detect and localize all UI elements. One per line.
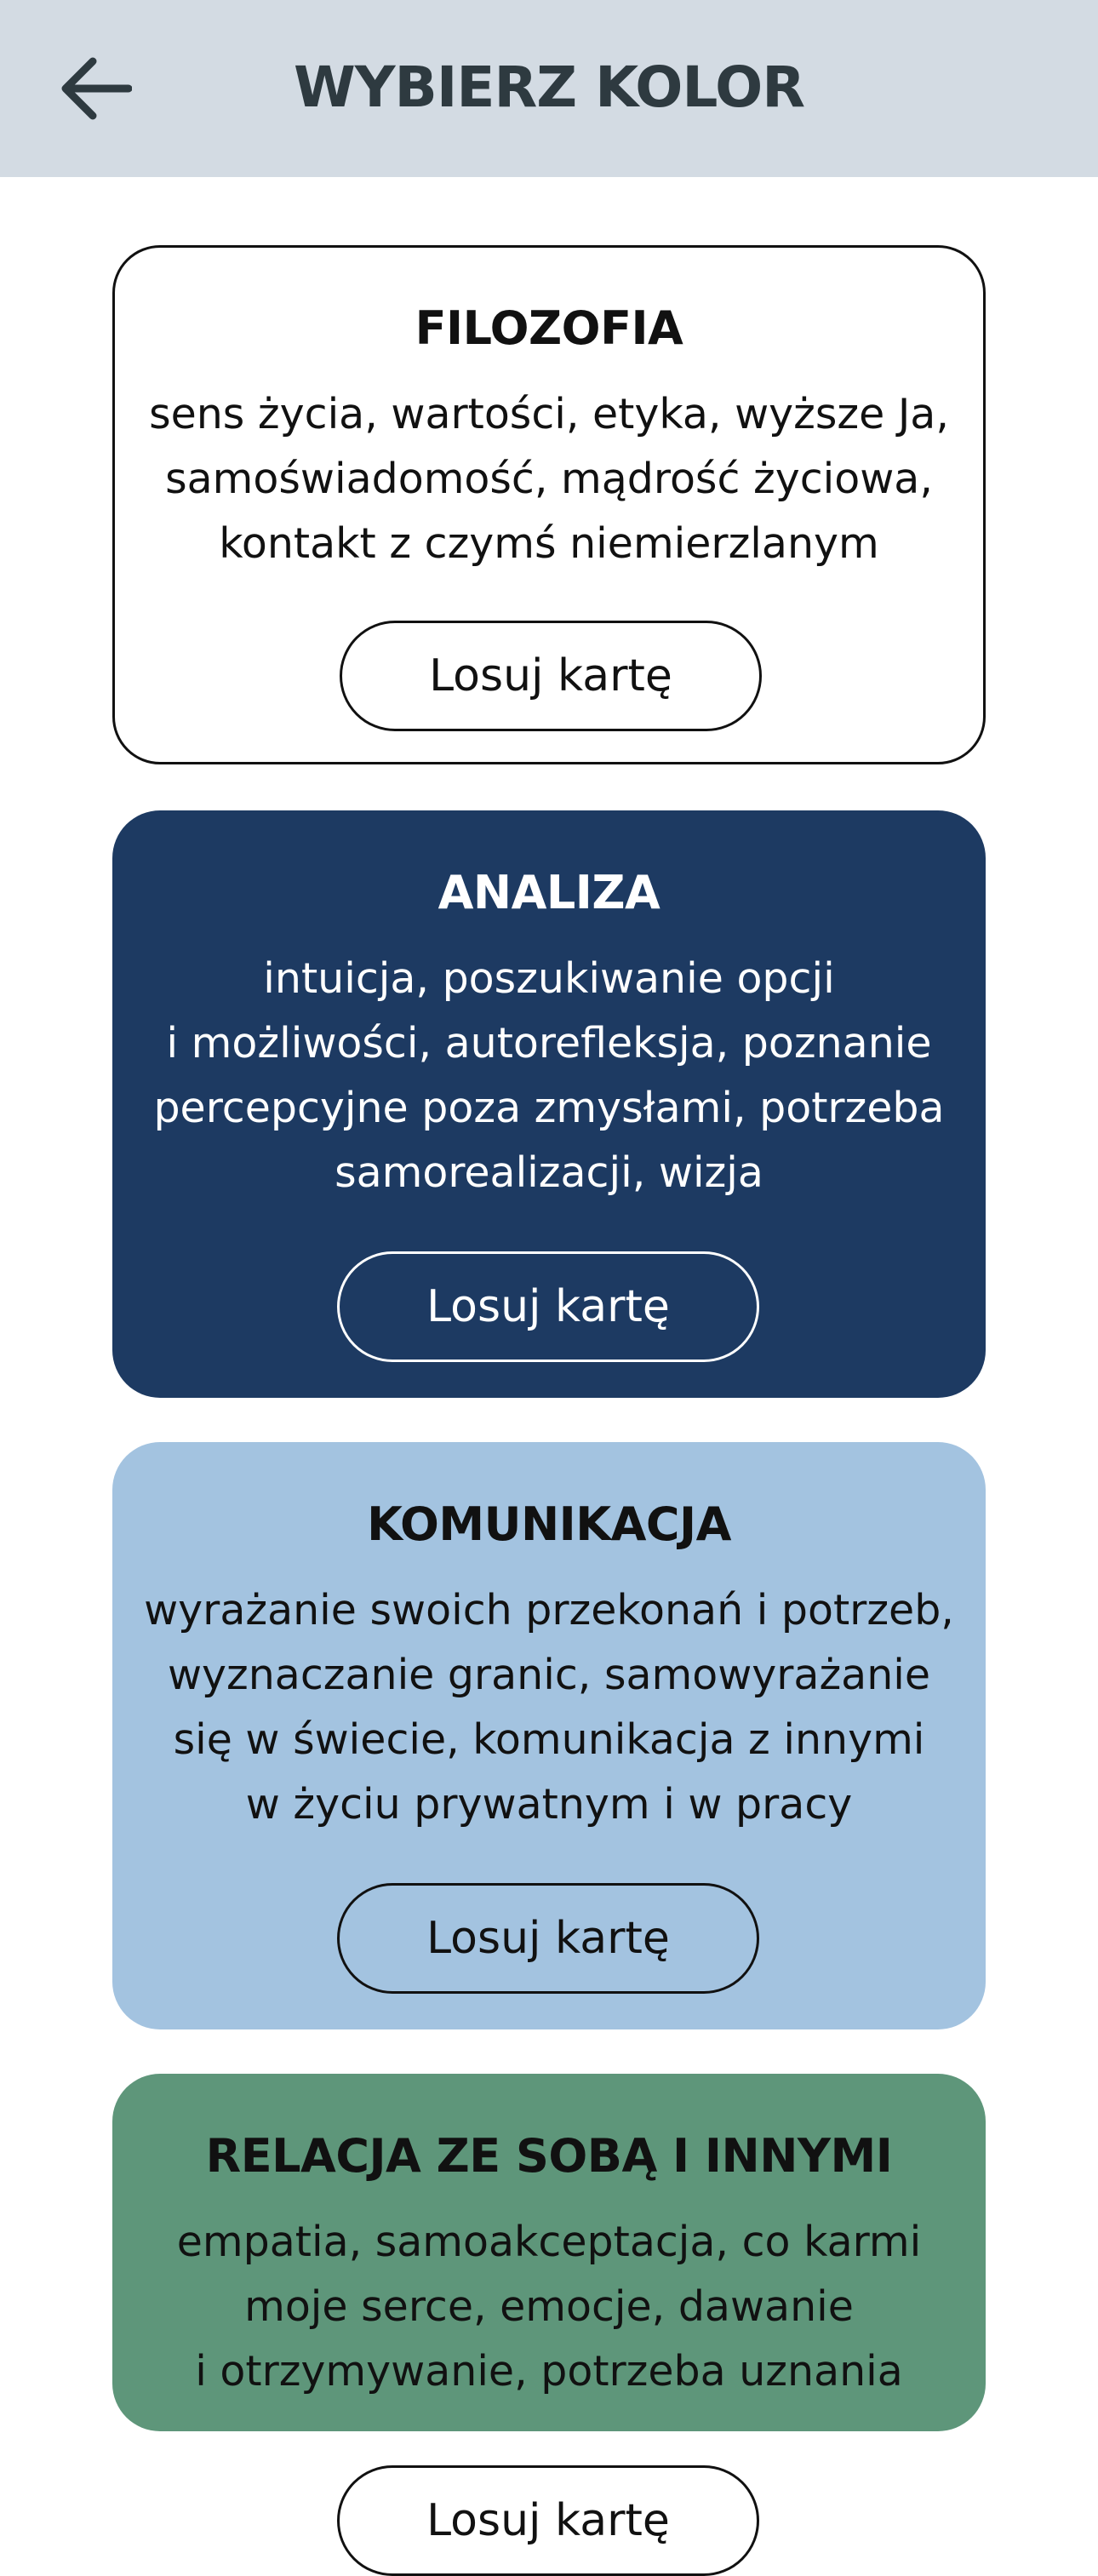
card-description: wyrażanie swoich przekonań i potrzeb, wyznaczanie granic, samowyrażanie się w świecie, komunikacja z innymi w życiu prywatnym i w pracy [144, 1586, 954, 1829]
draw-card-button[interactable]: Losuj kartę [337, 2465, 759, 2576]
draw-card-button[interactable]: Losuj kartę [340, 621, 762, 731]
top-app-bar [0, 0, 1098, 177]
draw-card-button[interactable]: Losuj kartę [337, 1251, 759, 1362]
card-title: ANALIZA [437, 866, 661, 919]
card-description: sens życia, wartości, etyka, wyższe Ja, samoświadomość, mądrość życiowa, kontakt z czymś niemierzlanym [149, 390, 949, 568]
category-card-komunikacja [112, 1442, 986, 2029]
card-title: KOMUNIKACJA [367, 1497, 731, 1551]
card-title: RELACJA ZE SOBĄ I INNYMI [205, 2129, 893, 2183]
category-card-analiza [112, 810, 986, 1398]
page-title: WYBIERZ KOLOR [293, 54, 805, 120]
draw-card-button[interactable]: Losuj kartę [337, 1883, 759, 1994]
card-description: intuicja, poszukiwanie opcji i możliwości, autorefleksja, poznanie percepcyjne poza zmysłami, potrzeba samorealizacji, wizja [153, 954, 945, 1197]
card-description: empatia, samoakceptacja, co karmi moje serce, emocje, dawanie i otrzymywanie, potrzeba uznania [176, 2218, 922, 2396]
card-title: FILOZOFIA [415, 301, 683, 355]
category-card-relacja [112, 2074, 986, 2546]
category-card-filozofia [112, 245, 986, 764]
